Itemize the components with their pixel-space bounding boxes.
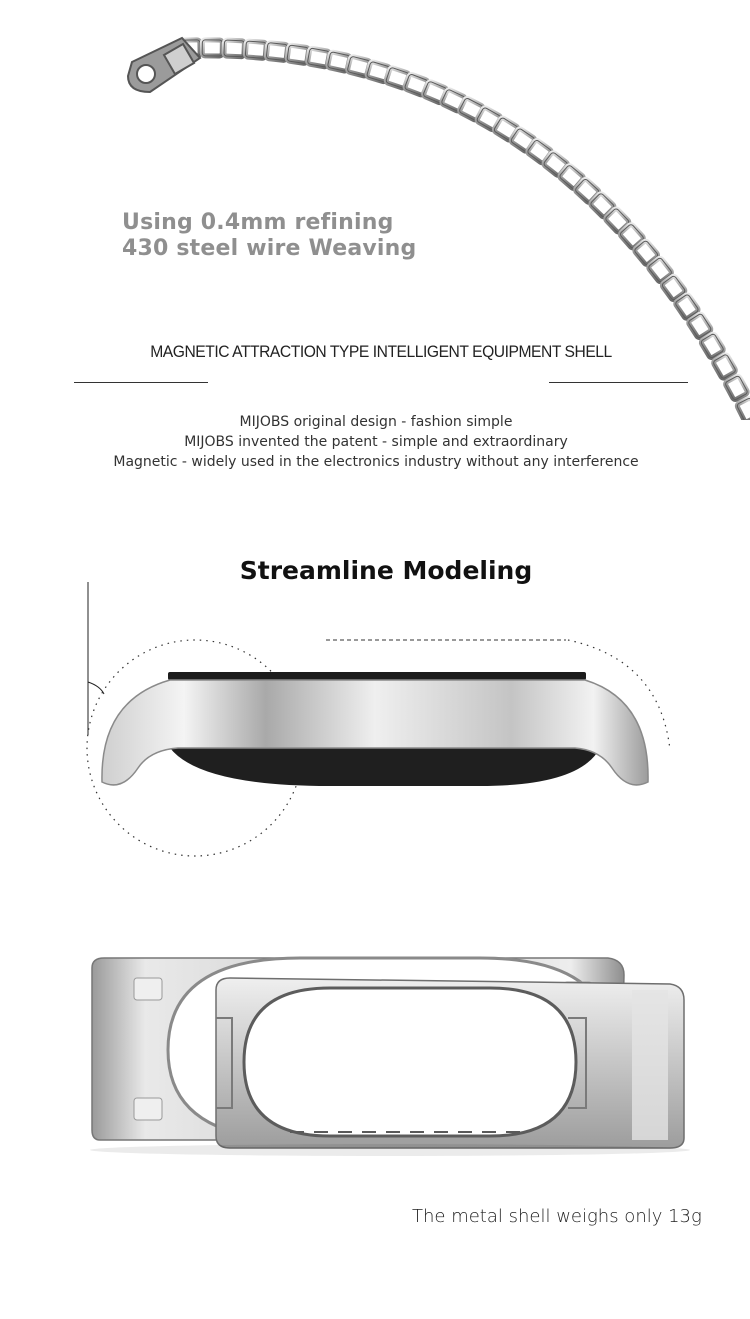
shell-side-view-image [0,575,750,875]
description-line-1: MIJOBS original design - fashion simple [239,414,513,430]
chain-link [202,40,222,56]
title-divider-right [549,382,688,383]
chain-link [266,43,288,61]
streamline-title: Streamline Modeling [239,556,533,585]
band-underside [170,748,600,786]
title-divider-left [74,382,208,383]
shell-description [0,412,750,472]
wire-material-caption [122,210,482,262]
description-line-2: MIJOBS invented the patent - simple and extraordinary [184,434,568,450]
wire-caption-line-1: Using 0.4mm refining [122,210,394,235]
shell-section-title: MAGNETIC ATTRACTION TYPE INTELLIGENT EQUIPMENT SHELL [150,342,612,361]
chain-link [245,41,266,58]
angle-arc [88,682,104,694]
shell-window [244,988,576,1136]
chain-link [224,40,245,57]
weight-caption: The metal shell weighs only 13g [412,1206,702,1227]
band-top-strip [168,672,586,680]
chain-clasp [128,38,200,92]
wire-caption-line-2: 430 steel wire Weaving [122,236,417,261]
metal-shell-image [80,935,700,1165]
chain-link [725,375,749,400]
description-line-3: Magnetic - widely used in the electronics industry without any interference [113,454,639,470]
